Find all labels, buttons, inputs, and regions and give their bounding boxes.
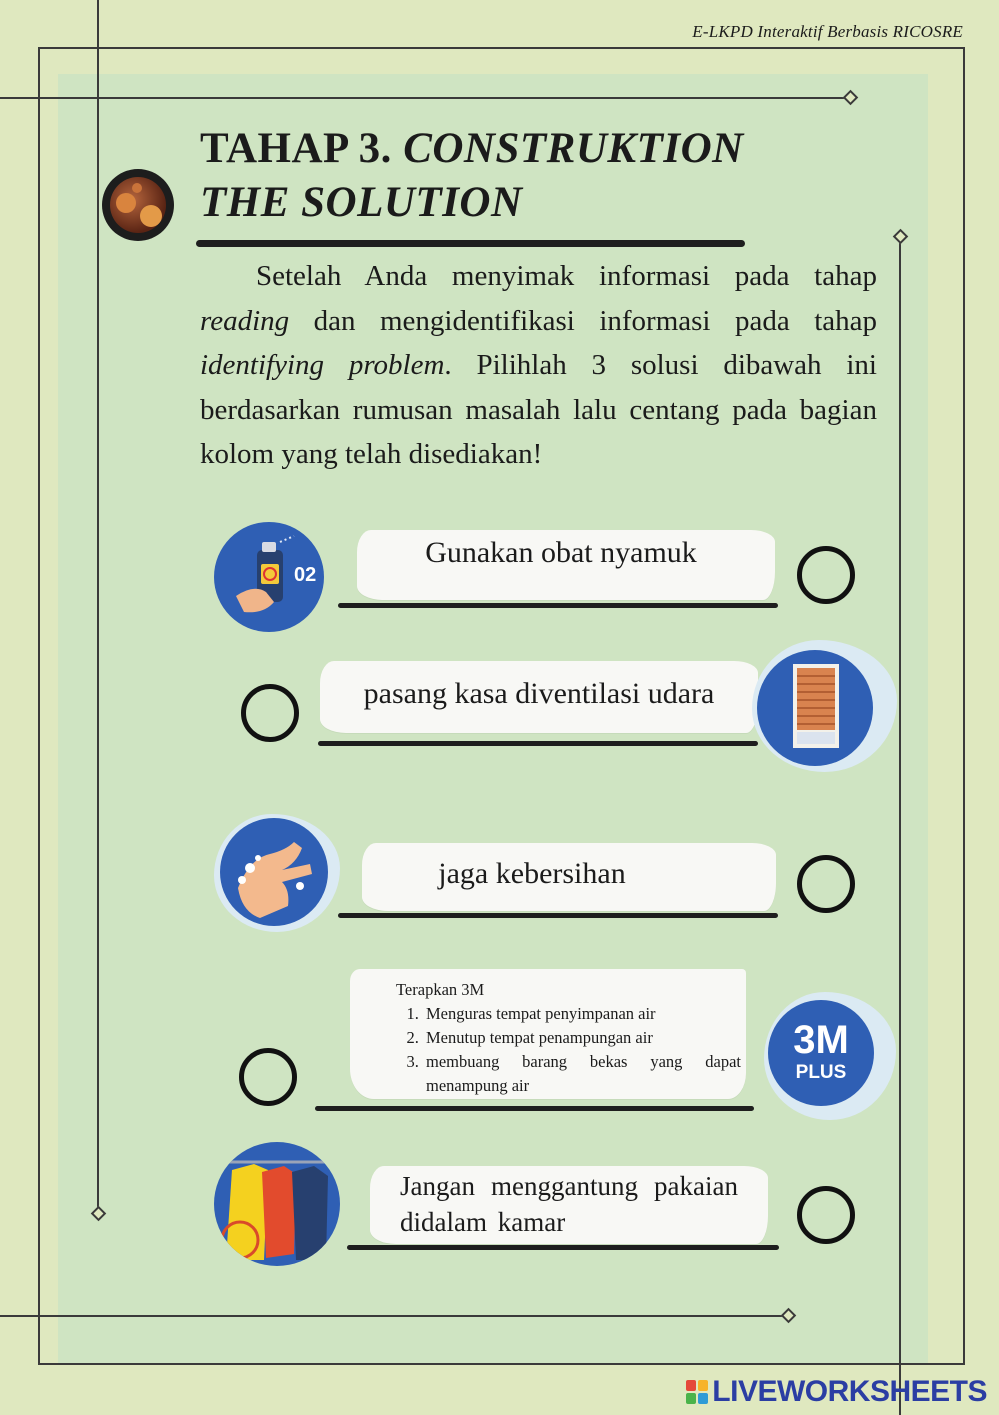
instruction-part: Setelah Anda menyimak informasi pada tahap [256, 260, 877, 292]
mosquito-repellent-spray-icon [214, 522, 324, 632]
option-1-text: Gunakan obat nyamuk [425, 536, 697, 569]
option-2-text: pasang kasa diventilasi udara [363, 677, 715, 710]
option-2-checkbox[interactable] [241, 684, 299, 742]
answer-line [318, 741, 758, 746]
window-screen-icon [757, 650, 873, 766]
option-3-text: jaga kebersihan [438, 857, 626, 890]
option-4-list [396, 1002, 741, 1098]
instruction-text [200, 254, 877, 477]
option-3-checkbox[interactable] [797, 855, 855, 913]
instruction-italic: identifying problem [200, 349, 445, 381]
liveworksheets-icon [686, 1380, 708, 1404]
option-4-checkbox[interactable] [239, 1048, 297, 1106]
title-prefix: TAHAP 3. [200, 125, 404, 172]
page-title [200, 122, 744, 230]
answer-line [338, 603, 778, 608]
list-item: 2. Menutup tempat penampungan air [423, 1026, 741, 1050]
title-line2: THE SOLUTION [200, 179, 523, 226]
frame-line [38, 1363, 965, 1365]
answer-line [315, 1106, 754, 1111]
answer-line [338, 913, 778, 918]
list-item: 1. Menguras tempat penyimpanan air [423, 1002, 741, 1026]
list-item: 3. membuang barang bekas yang dapat menampung air [423, 1050, 741, 1098]
liveworksheets-text: LIVEWORKSHEETS [712, 1375, 987, 1408]
option-4-title: Terapkan 3M [396, 980, 485, 999]
header-text: E-LKPD Interaktif Berbasis RICOSRE [692, 22, 963, 41]
frame-line [97, 0, 99, 1215]
liveworksheets-logo[interactable] [686, 1375, 987, 1409]
frame-line [0, 1315, 788, 1317]
option-5-checkbox[interactable] [797, 1186, 855, 1244]
instruction-italic: reading [200, 304, 290, 337]
3m-label: 3M [793, 1018, 849, 1062]
instruction-part: . Pilihlah 3 solusi dibawah ini berdasarkan rumusan masalah lalu centang pada bagian kolom yang telah disediakan! [200, 349, 877, 470]
3m-plus-icon [768, 1000, 874, 1106]
title-underline [196, 240, 745, 247]
answer-line [347, 1245, 779, 1250]
frame-line [899, 236, 901, 1415]
frame-line [38, 47, 40, 1364]
plus-label: PLUS [795, 1062, 847, 1083]
hanging-clothes-icon [214, 1142, 340, 1266]
instruction-part: dan mengidentifikasi informasi pada tahap [289, 304, 877, 337]
title-italic: CONSTRUKTION [403, 125, 744, 172]
frame-line [38, 47, 965, 49]
option-5-text: Jangan menggantung pakaian didalam kamar [400, 1171, 738, 1237]
spray-icon-label: 02 [294, 564, 317, 586]
option-1-checkbox[interactable] [797, 546, 855, 604]
frame-line [0, 97, 850, 99]
option-4-text [396, 978, 741, 1098]
frame-line [963, 47, 965, 1364]
virus-icon [102, 169, 174, 241]
washing-hands-icon [220, 818, 328, 926]
